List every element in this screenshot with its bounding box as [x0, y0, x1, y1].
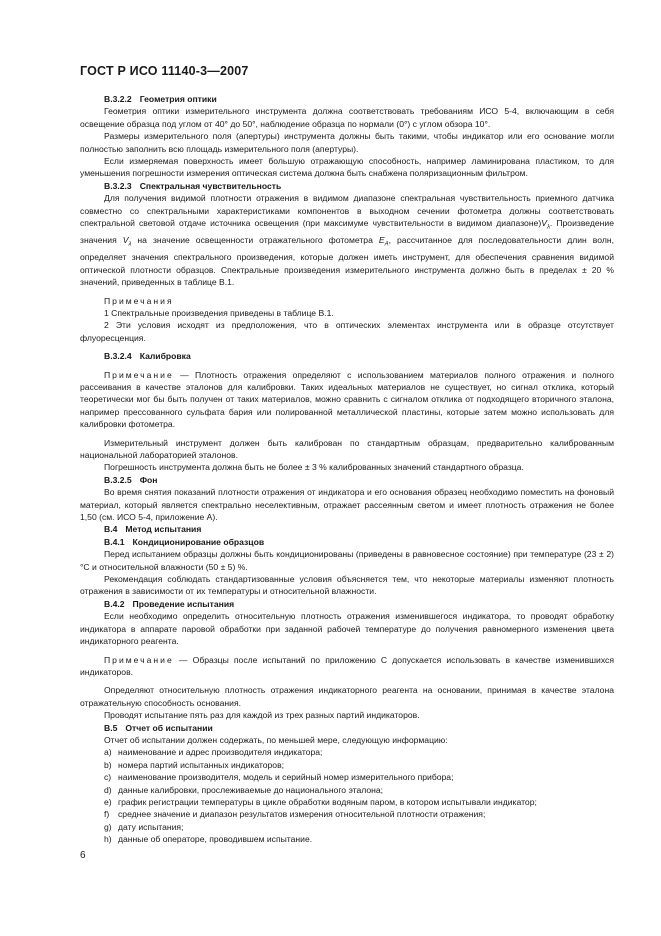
paragraph: Во время снятия показаний плотности отражения от индикатора и его основания образец необходимо поместить на фоновый материал, который является спектрально неселективным, отражает рассеянным светом и имеет плотность отражения не более 1,50 (см. ИСО 5-4, приложение А). — [80, 487, 614, 523]
section-heading-test-report — [80, 722, 614, 734]
section-heading-spectral-sensitivity — [80, 180, 614, 192]
section-number: В.5 — [104, 722, 118, 733]
paragraph: Измерительный инструмент должен быть калиброван по стандартным образцам, предварительно калиброванным национальной лабораторией эталонов. — [80, 437, 614, 460]
document-header: ГОСТ Р ИСО 11140-3—2007 — [80, 64, 249, 78]
paragraph: Погрешность инструмента должна быть не более ± 3 % калиброванных значений стандартного образца. — [104, 462, 524, 473]
paragraph: Размеры измерительного поля (апертуры) инструмента должны быть такими, чтобы индикатор или его основание могли полностью заполнить всю площадь измерительного поля (апертуры). — [80, 131, 614, 154]
note-label: Примечание — [104, 369, 174, 380]
note-label: Примечание — [104, 654, 174, 665]
list-item: g) дату испытания; — [104, 821, 184, 832]
paragraph: Если измеряемая поверхность имеет большую отражающую способность, например ламинирована пластиком, то для уменьшения погрешности измерения оптическая система должна быть снабжена поляризационным фильтром. — [80, 156, 614, 179]
note-text: — Образцы после испытаний по приложению С допускается использовать в качестве изменившихся индикаторов. — [80, 654, 614, 677]
list-item: a) наименование и адрес производителя индикатора; — [104, 747, 323, 758]
section-title: Метод испытания — [125, 524, 202, 535]
note-paragraph — [80, 654, 614, 679]
text-run: , рассчитанное для последовательности длин волн, определяет значения спектрального произведения, которые должен иметь инструмент, для обеспечения сравнения видимой оптической плотности образцов. Спектральные произведения измерительного инструмента должно быть в пределах ± 20 % значений, приведенных в таблице В.1. — [80, 235, 614, 288]
paragraph: Отчет об испытании должен содержать, по меньшей мере, следующую информацию: — [104, 734, 448, 745]
section-number: В.3.2.2 — [104, 94, 132, 104]
symbol-v-lambda: $V_\lambda$ — [541, 218, 550, 231]
section-title: Проведение испытания — [132, 598, 235, 609]
section-number: В.3.2.4 — [104, 351, 132, 362]
note-item: 1 Спектральные произведения приведены в таблице В.1. — [104, 307, 334, 318]
text-run: на значение освещенности отражательного фотометра — [137, 235, 373, 246]
notes-title: Примечания — [104, 295, 174, 306]
section-title: Кондиционирование образцов — [132, 536, 265, 547]
note-item: 2 Эти условия исходят из предположения, что в оптических элементах инструмента или в образце отсутствует флуоресценция. — [80, 320, 614, 343]
list-item: b) номера партий испытанных индикаторов; — [104, 759, 285, 770]
page-number: 6 — [80, 850, 86, 861]
symbol-v-lambda: $V_\lambda$ — [122, 235, 132, 248]
section-heading-calibration — [80, 350, 614, 362]
section-number: В.4.1 — [104, 536, 125, 547]
paragraph: Определяют относительную плотность отражения индикаторного реагента на основании, принимая в качестве эталона отражательную способность основания. — [80, 685, 614, 708]
paragraph: Геометрия оптики измерительного инструмента должна соответствовать требованиям ИСО 5-4, включающим в себя освещение образца под углом от 40° до 50°, наблюдение образца по нормали (0°) с углом обзора 10°. — [80, 106, 614, 129]
list-item: c) наименование производителя, модель и серийный номер измерительного прибора; — [104, 772, 454, 783]
paragraph-spectral — [80, 192, 614, 288]
section-title: Фон — [139, 474, 158, 485]
section-number: В.4.2 — [104, 598, 125, 609]
section-title: Геометрия оптики — [139, 94, 217, 104]
section-heading-conditioning — [80, 536, 614, 548]
paragraph: Проводят испытание пять раз для каждой из трех разных партий индикаторов. — [104, 710, 420, 721]
section-number: В.3.2.5 — [104, 474, 132, 485]
paragraph: Перед испытанием образцы должны быть кондиционированы (приведены в равновесное состояние) при температуре (23 ± 2) °С и относительной влажности (50 ± 5) %. — [80, 549, 614, 572]
note-text: — Плотность отражения определяют с использованием материалов полного отражения и полного рассеивания в качестве эталонов для калибровки. Таких идеальных материалов не существует, но сигнал отклика, который теоретически мог бы быть получен от таких материалов, можно сравнить с сигналом отклика от подходящего вторичного эталона, например прессованного сульфата бария или полированной металлической пластины, которые затем можно использовать для калибровки фотометра. — [80, 369, 614, 430]
list-item: d) данные калибровки, прослеживаемые до национального эталона; — [104, 784, 384, 795]
section-heading-procedure — [80, 598, 614, 610]
paragraph: Рекомендация соблюдать стандартизованные условия объясняется тем, что некоторые материалы изменяют плотность отражения в зависимости от их температуры и относительной влажности. — [80, 574, 614, 597]
paragraph: Если необходимо определить относительную плотность отражения изменившегося индикатора, то проводят обработку индикатора в аппарате паровой обработки при заданной рабочей температуре до получения равномерного изменения цвета индикаторного реагента. — [80, 611, 614, 647]
list-item: f) среднее значение и диапазон результатов измерения относительной плотности отражения; — [104, 809, 486, 820]
section-title: Отчет об испытании — [125, 722, 213, 733]
section-number: В.4 — [104, 524, 118, 535]
list-item: e) график регистрации температуры в цикле обработки водяным паром, в котором испытывали индикатор; — [104, 796, 537, 807]
report-items-list — [80, 746, 614, 845]
note-paragraph — [80, 369, 614, 431]
text-run: . Произведение значения — [80, 218, 614, 246]
text-run: Для получения видимой плотности отражения в видимом диапазоне спектральная чувствительность приемного датчика совместно со спектральными характеристиками компонентов в выходном сечении фотометра должны соответствовать спектральной световой отдаче источника освещения (при максимуме чувствительности в видимом диапазоне) — [80, 193, 614, 229]
document-body — [80, 93, 614, 846]
symbol-e-a: $E_A$ — [378, 235, 389, 248]
section-number: В.3.2.3 — [104, 180, 132, 191]
list-item: h) данные об операторе, проводившем испытание. — [104, 834, 313, 845]
section-title: Спектральная чувствительность — [139, 180, 282, 191]
section-heading-optics-geometry — [80, 93, 614, 105]
section-heading-background — [80, 474, 614, 486]
section-heading-test-method — [80, 523, 614, 535]
section-title: Калибровка — [139, 351, 191, 362]
